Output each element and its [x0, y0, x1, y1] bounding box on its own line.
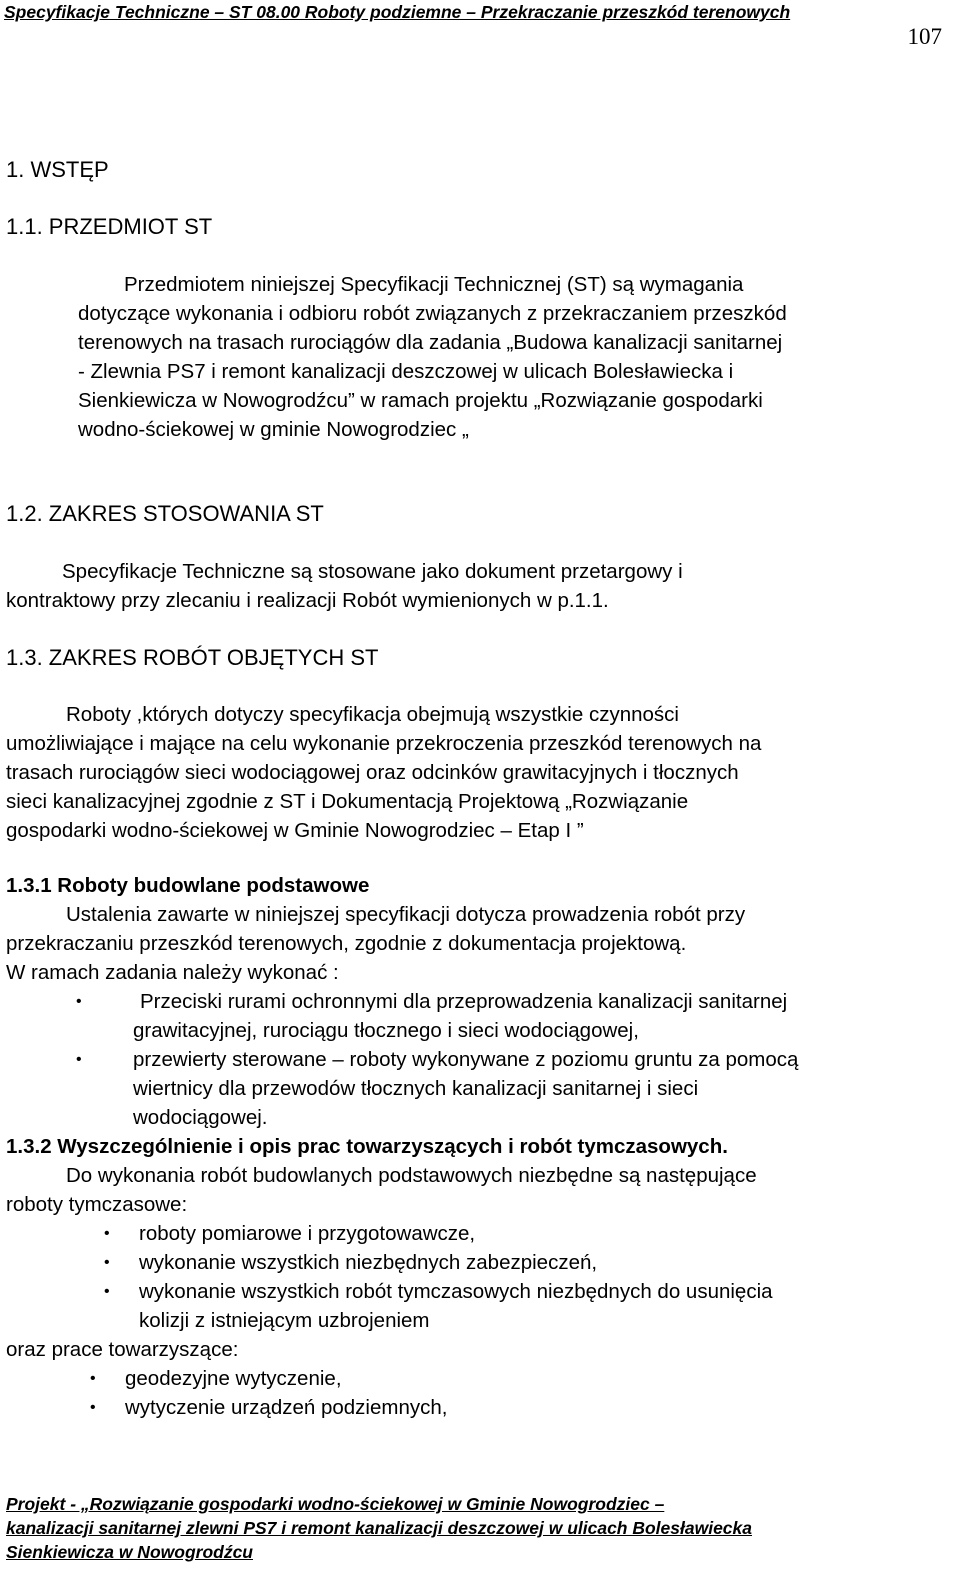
bullet-point: • — [104, 1225, 110, 1242]
section-heading-wstep: 1. WSTĘP — [6, 157, 109, 182]
paragraph-line: przekraczaniu przeszkód terenowych, zgodnie z dokumentacja projektową. — [6, 932, 687, 955]
list-item: wykonanie wszystkich robót tymczasowych niezbędnych do usunięcia — [139, 1280, 773, 1303]
paragraph-line: Specyfikacje Techniczne są stosowane jako dokument przetargowy i — [62, 560, 683, 583]
heading-zakres-stosowania: 1.2. ZAKRES STOSOWANIA ST — [6, 501, 324, 526]
bullet-point: • — [90, 1370, 96, 1387]
running-header: Specyfikacje Techniczne – ST 08.00 Roboty podziemne – Przekraczanie przeszkód terenowych — [4, 2, 791, 22]
page-number: 107 — [907, 24, 942, 49]
paragraph-line: trasach rurociągów sieci wodociągowej oraz odcinków grawitacyjnych i tłocznych — [6, 761, 739, 784]
paragraph-line: umożliwiające i mające na celu wykonanie przekroczenia przeszkód terenowych na — [6, 732, 762, 755]
paragraph-line: roboty tymczasowe: — [6, 1193, 188, 1216]
paragraph-line: terenowych na trasach rurociągów dla zadania „Budowa kanalizacji sanitarnej — [78, 331, 783, 354]
heading-przedmiot-st: 1.1. PRZEDMIOT ST — [6, 214, 213, 239]
list-item: Przeciski rurami ochronnymi dla przeprowadzenia kanalizacji sanitarnej — [140, 990, 788, 1013]
bullet-point: • — [76, 1051, 82, 1068]
bullet-point: • — [104, 1283, 110, 1300]
paragraph-line: Do wykonania robót budowlanych podstawowych niezbędne są następujące — [66, 1164, 757, 1187]
bullet-point: • — [104, 1254, 110, 1271]
list-item: wodociągowej. — [133, 1106, 268, 1129]
paragraph-line: gospodarki wodno-ściekowej w Gminie Nowogrodziec – Etap I ” — [6, 819, 584, 842]
paragraph-line: sieci kanalizacyjnej zgodnie z ST i Dokumentacją Projektową „Rozwiązanie — [6, 790, 689, 813]
bullet-point: • — [90, 1399, 96, 1416]
bullet-point: • — [76, 993, 82, 1010]
footer-line: Projekt - „Rozwiązanie gospodarki wodno-ściekowej w Gminie Nowogrodziec – — [6, 1494, 665, 1514]
list-item: roboty pomiarowe i przygotowawcze, — [139, 1222, 476, 1245]
list-item: wiertnicy dla przewodów tłocznych kanalizacji sanitarnej i sieci — [133, 1077, 699, 1100]
list-item: wykonanie wszystkich niezbędnych zabezpieczeń, — [139, 1251, 598, 1274]
list-item: przewierty sterowane – roboty wykonywane z poziomu gruntu za pomocą — [133, 1048, 799, 1071]
heading-prace-towarzyszace: 1.3.2 Wyszczególnienie i opis prac towarzyszących i robót tymczasowych. — [6, 1135, 728, 1158]
paragraph-line: dotyczące wykonania i odbioru robót związanych z przekraczaniem przeszkód — [78, 302, 787, 325]
paragraph-line: - Zlewnia PS7 i remont kanalizacji deszczowej w ulicach Bolesławiecka i — [78, 360, 734, 383]
paragraph-line: oraz prace towarzyszące: — [6, 1338, 239, 1361]
heading-zakres-robot: 1.3. ZAKRES ROBÓT OBJĘTYCH ST — [6, 645, 379, 670]
paragraph-line: Roboty ,których dotyczy specyfikacja obejmują wszystkie czynności — [66, 703, 679, 726]
list-item: geodezyjne wytyczenie, — [125, 1367, 342, 1390]
paragraph-line: kontraktowy przy zlecaniu i realizacji Robót wymienionych w p.1.1. — [6, 589, 609, 612]
list-item: wytyczenie urządzeń podziemnych, — [125, 1396, 448, 1419]
footer-line: kanalizacji sanitarnej zlewni PS7 i remont kanalizacji deszczowej w ulicach Bolesławiecka — [6, 1518, 753, 1538]
paragraph-line: Ustalenia zawarte w niniejszej specyfikacji dotycza prowadzenia robót przy — [66, 903, 746, 926]
heading-roboty-podstawowe: 1.3.1 Roboty budowlane podstawowe — [6, 874, 370, 897]
list-item: grawitacyjnej, rurociągu tłocznego i sieci wodociągowej, — [133, 1019, 639, 1042]
list-item: kolizji z istniejącym uzbrojeniem — [139, 1309, 430, 1332]
paragraph-line: wodno-ściekowej w gminie Nowogrodziec „ — [78, 418, 469, 441]
paragraph-line: Sienkiewicza w Nowogrodźcu” w ramach projektu „Rozwiązanie gospodarki — [78, 389, 763, 412]
footer-line: Sienkiewicza w Nowogrodźcu — [6, 1542, 253, 1562]
paragraph-line: W ramach zadania należy wykonać : — [6, 961, 339, 984]
paragraph-line: Przedmiotem niniejszej Specyfikacji Technicznej (ST) są wymagania — [124, 273, 744, 296]
